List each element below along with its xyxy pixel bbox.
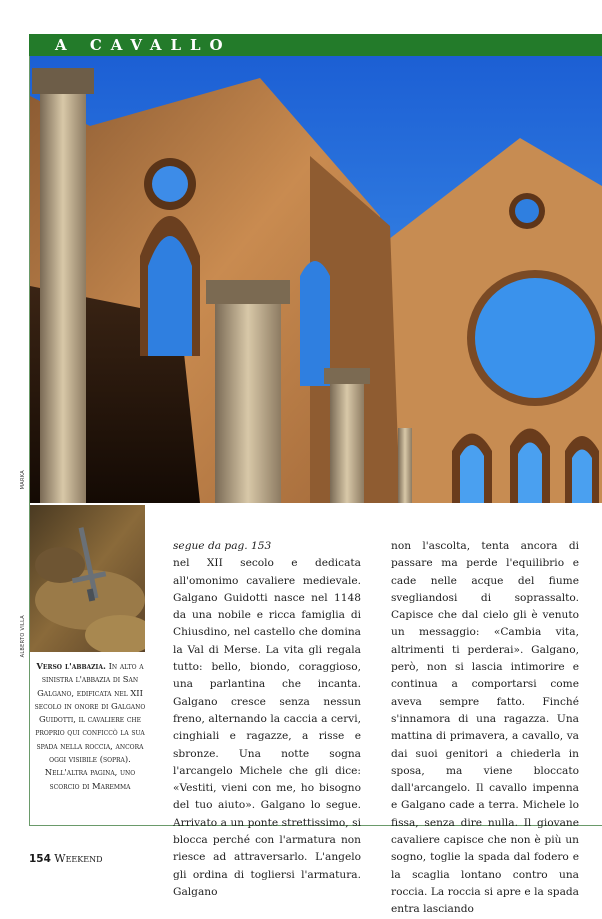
caption-lead: Verso l'abbazia. <box>36 661 106 671</box>
article-text-1: nel XII secolo e dedicata all'omonimo cavaliere medievale. Galgano Guidotti nasce nel 1148 da una nobile e ricca famiglia di Chiusdino, nel castello che domina la Val di Merse. La vita gli regala tutto: bello, biondo, coraggioso, una parlantina che incanta. Galgano cresce senza nessun freno, alternando la caccia a cervi, cinghiali e ragazze, a risse e sbronze. Una notte sogna l'arcangelo Michele che gli dice: «Vestiti, vieni con me, ho bisogno del tuo aiuto». Galgano lo segue. Arrivato a un ponte strettissimo, si blocca perché con l'armatura non riesce ad attraversarlo. L'angelo gli ordina di togliersi l'armatura. Galgano <box>173 557 361 898</box>
caption-body: In alto a sinistra l'abbazia di San Galgano, edificata nel XII secolo in onore di Galgano Guidotti, il cavaliere che proprio qui conficcò la sua spada nella roccia, ancora oggi visibile (sopra). Nell'altra pagina, uno scorcio di Maremma <box>34 661 146 791</box>
article-text-2: non l'ascolta, tenta ancora di passare ma perde l'equilibrio e cade nelle acque del fiume svegliandosi di soprassalto. Capisce che dal cielo gli è venuto un messaggio: «Cambia vita, altrimenti ti perderai». Galgano, però, non si lascia intimorire e continua a comportarsi come aveva sempre fatto. Finché s'innamora di una ragazza. Una mattina di primavera, a cavallo, va dai suoi genitori a chiederla in sposa, ma viene bloccato dall'arcangelo. Il cavallo impenna e Galgano cade a terra. Michele lo fissa, senza dire nulla. Il giovane cavaliere capisce che non è più un sogno, toglie la spada dal fodero e la scaglia lontano contro una roccia. La roccia si apre e la spada entra lasciando <box>391 540 579 916</box>
photo-credit-thumb: ALBERTO VILLA <box>20 615 26 658</box>
continued-from: segue da pag. 153 <box>173 540 272 552</box>
magazine-name: Weekend <box>54 852 103 865</box>
photo-credit-main: MARKA <box>20 470 26 490</box>
abbey-photo <box>30 56 602 503</box>
page-footer <box>29 852 102 865</box>
section-title: A CAVALLO <box>55 36 232 54</box>
article-column-2 <box>391 538 579 919</box>
sword-in-stone-photo <box>30 505 145 652</box>
article-column-1 <box>173 538 361 901</box>
page-number: 154 <box>29 853 51 865</box>
photo-caption <box>34 660 146 793</box>
